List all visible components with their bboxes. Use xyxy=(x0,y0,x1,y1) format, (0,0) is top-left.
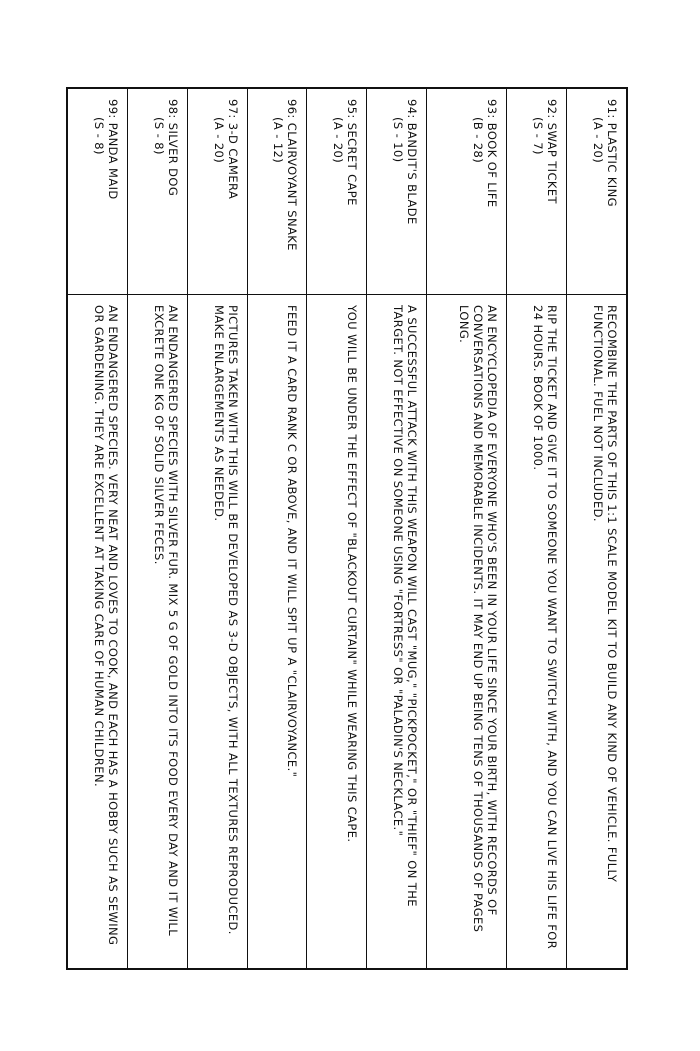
table-row xyxy=(187,88,247,969)
card-name: 93: BOOK OF LIFE xyxy=(485,99,500,208)
card-rank: (A - 20) xyxy=(330,117,345,164)
card-rank: (B - 28) xyxy=(471,117,486,164)
card-rank: (S - 8) xyxy=(92,117,107,155)
card-rank: (A - 20) xyxy=(591,117,605,164)
card-name: 91: PLASTIC KING xyxy=(605,99,619,207)
table-row xyxy=(67,88,128,969)
card-name-cell xyxy=(247,88,307,295)
card-description-cell xyxy=(567,295,627,970)
card-description: FEED IT A CARD RANK C OR ABOVE, AND IT WILL SPIT UP A "CLAIRVOYANCE." xyxy=(285,305,300,778)
card-rank: (A - 12) xyxy=(271,117,286,164)
card-name: 92: SWAP TICKET xyxy=(545,99,560,204)
card-name: 96: CLAIRVOYANT SNAKE xyxy=(285,99,300,251)
card-list-table xyxy=(66,87,628,970)
table-row xyxy=(426,88,507,969)
card-name: 99: PANDA MAID xyxy=(106,99,121,200)
card-name-cell xyxy=(507,88,567,295)
card-name-cell xyxy=(426,88,507,295)
card-description: PICTURES TAKEN WITH THIS WILL BE DEVELOPED AS 3-D OBJECTS, WITH ALL TEXTURES REPRODUCED. MAKE ENLARGEMENTS AS NEEDED. xyxy=(211,305,240,935)
table-row xyxy=(307,88,367,969)
rotated-card-table xyxy=(66,87,628,970)
card-description-cell xyxy=(67,295,128,970)
card-name-cell xyxy=(128,88,188,295)
card-rank: (S - 10) xyxy=(390,117,405,163)
card-description-cell xyxy=(307,295,367,970)
card-description-cell xyxy=(366,295,426,970)
card-description: YOU WILL BE UNDER THE EFFECT OF "BLACKOUT CURTAIN" WHILE WEARING THIS CAPE. xyxy=(344,305,359,843)
card-description: RIP THE TICKET AND GIVE IT TO SOMEONE YOU WANT TO SWITCH WITH, AND YOU CAN LIVE HIS LIFE FOR 24 HOURS. BOOK OF 1000. xyxy=(531,305,560,950)
card-name: 94: BANDIT'S BLADE xyxy=(404,99,419,225)
card-name-cell xyxy=(366,88,426,295)
table-row xyxy=(507,88,567,969)
table-row xyxy=(366,88,426,969)
card-name-cell xyxy=(67,88,128,295)
card-name: 95: SECRET CAPE xyxy=(344,99,359,206)
card-name: 97: 3-D CAMERA xyxy=(225,99,240,200)
card-rank: (S - 8) xyxy=(151,117,166,155)
card-name-cell xyxy=(187,88,247,295)
card-name: 98: SILVER DOG xyxy=(165,99,180,197)
table-row xyxy=(128,88,188,969)
card-rank: (A - 20) xyxy=(211,117,226,164)
card-description-cell xyxy=(128,295,188,970)
card-description: A SUCCESSFUL ATTACK WITH THIS WEAPON WILL CAST "MUG," "PICKPOCKET," OR "THIEF" ON THE TARGET. NOT EFFECTIVE ON SOMEONE USING "FORTRESS" OR "PALADIN'S NECKLACE." xyxy=(390,305,419,907)
card-rank: (S - 7) xyxy=(531,117,546,155)
card-description-cell xyxy=(426,295,507,970)
card-description: AN ENDANGERED SPECIES. VERY NEAT AND LOVES TO COOK, AND EACH HAS A HOBBY SUCH AS SEWING OR GARDENING. THEY ARE EXCELLENT AT TAKING CARE OF HUMAN CHILDREN. xyxy=(92,305,121,946)
card-name-cell xyxy=(307,88,367,295)
card-description: AN ENDANGERED SPECIES WITH SILVER FUR. MIX 5 G OF GOLD INTO ITS FOOD EVERY DAY AND IT WILL EXCRETE ONE KG OF SOLID SILVER FECES. xyxy=(151,305,180,937)
card-name-cell xyxy=(567,88,627,295)
card-description-cell xyxy=(247,295,307,970)
card-description: RECOMBINE THE PARTS OF THIS 1:1 SCALE MODEL KIT TO BUILD ANY KIND OF VEHICLE. FULLY FUNCTIONAL. FUEL NOT INCLUDED. xyxy=(591,305,619,883)
table-row xyxy=(247,88,307,969)
card-description-cell xyxy=(507,295,567,970)
card-description-cell xyxy=(187,295,247,970)
table-row xyxy=(567,88,627,969)
card-description: AN ENCYCLOPEDIA OF EVERYONE WHO'S BEEN IN YOUR LIFE SINCE YOUR BIRTH, WITH RECORDS OF CONVERSATIONS AND MEMORABLE INCIDENTS. IT MAY END UP BEING TENS OF THOUSANDS OF PAGES LONG. xyxy=(457,305,500,933)
